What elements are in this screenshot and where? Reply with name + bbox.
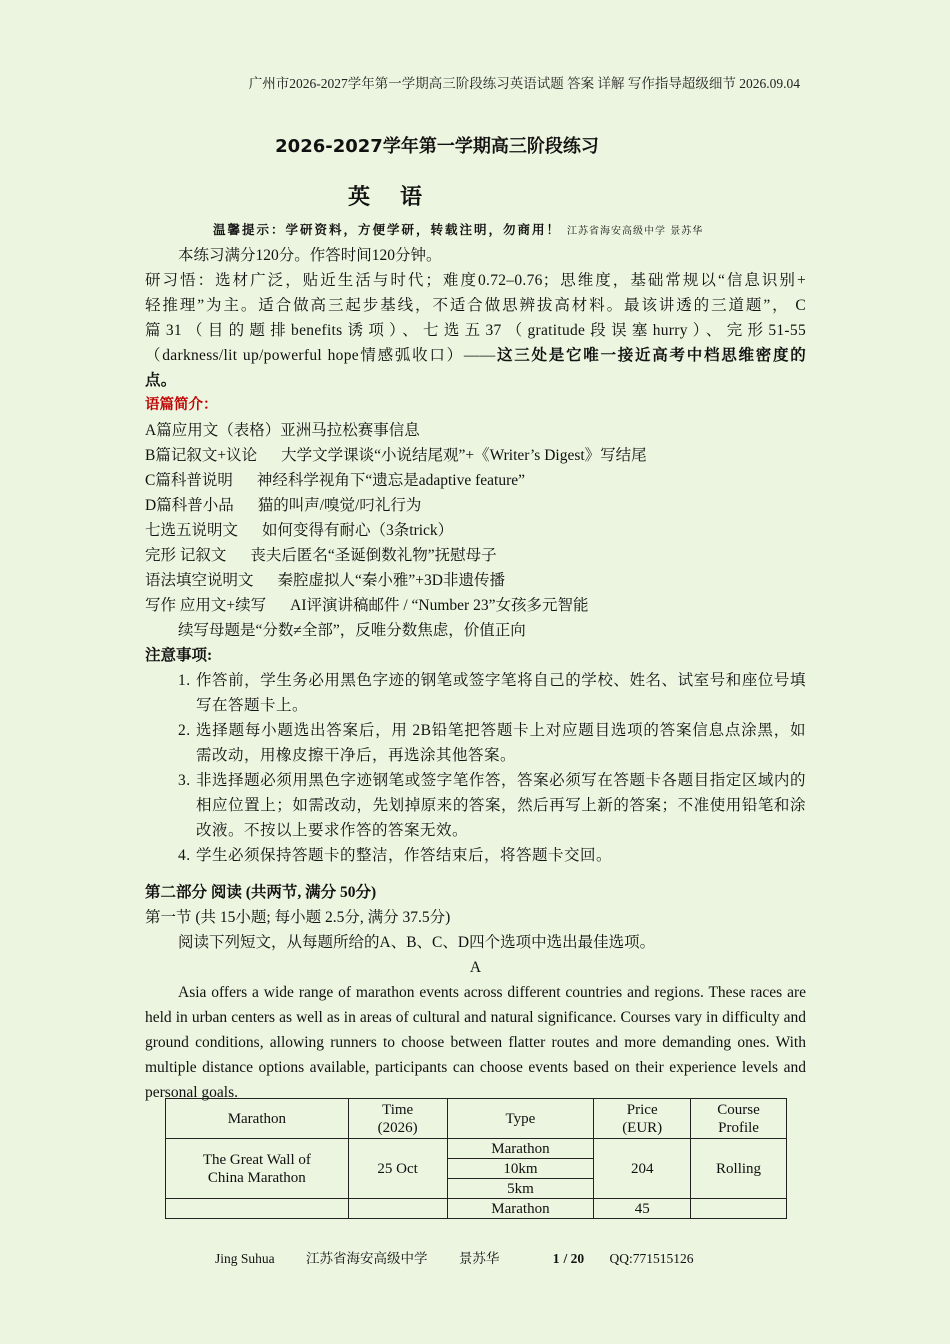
passage-label: C篇科普说明 (145, 472, 233, 489)
passage-desc: AI评演讲稿邮件 / “Number 23”女孩多元智能 (290, 597, 589, 614)
header-profile: Course Profile (691, 1099, 787, 1139)
table-header-row (166, 1099, 787, 1139)
passage-label: 完形 记叙文 (145, 547, 227, 564)
research-normal-text: （darkness/lit up/powerful hope情感弧收口）—— (145, 347, 496, 364)
intro-line: 本练习满分120分。作答时间120分钟。 (178, 247, 442, 264)
passage-label: D篇科普小品 (145, 497, 234, 514)
passage-item (145, 468, 806, 493)
cell-time: 25 Oct (348, 1139, 447, 1199)
header-type: Type (447, 1099, 594, 1139)
cell-price: 45 (594, 1199, 691, 1219)
note-number: 4. (178, 847, 191, 864)
research-paragraph (145, 268, 806, 393)
note-number: 1. (178, 672, 191, 689)
note-item (178, 843, 806, 868)
passage-desc: 猫的叫声/嗅觉/叼礼行为 (257, 497, 422, 514)
passage-item (145, 518, 806, 543)
passage-item (145, 418, 806, 443)
footer-name: 景苏华 (458, 1251, 500, 1266)
note-text: 作答前，学生务必用黑色字迹的钢笔或签字笔将自己的学校、姓名、试室号和座位号填写在答题卡上。 (196, 672, 806, 714)
passage-item (145, 443, 806, 468)
passage-desc: 大学文学课谈“小说结尾观”+《Writer’s Digest》写结尾 (281, 447, 647, 464)
passage-label: 语法填空说明文 (145, 572, 254, 589)
cell-price: 204 (594, 1139, 691, 1199)
subject-title: 英语 (347, 185, 452, 210)
research-bold-text: 这三处是它唯一接近高考中档思维密度的 (495, 347, 806, 364)
passage-item (145, 568, 806, 593)
research-line-4 (145, 343, 806, 368)
research-tail: 点。 (145, 372, 177, 389)
page-title: 2026-2027学年第一学期高三阶段练习 (275, 136, 599, 157)
cell-marathon-name: The Great Wall of China Marathon (166, 1139, 349, 1199)
footer-author: Jing Suhua (215, 1251, 275, 1266)
marathon-table (165, 1098, 787, 1219)
research-line-2: 轻推理”为主。适合做高三起步基线，不适合做思辨拔高材料。最该讲透的三道题”， C (145, 297, 806, 314)
passage-item (145, 543, 806, 568)
cell-empty (691, 1199, 787, 1219)
part2-heading: 第二部分 阅读 (共两节, 满分 50分) (145, 884, 377, 901)
passage-body: Asia offers a wide range of marathon events across different countries and regions. These races are held in urban centers as well as in areas of cultural and natural significance. Courses vary in difficulty and ground conditions, allowing runners to choose between flatter routes and more demanding ones. With multiple distance options available, participants can choose events based on their experience levels and personal goals. (145, 984, 806, 1101)
header-time: Time (2026) (348, 1099, 447, 1139)
notes-heading: 注意事项: (145, 647, 213, 664)
table-row (166, 1139, 787, 1159)
passage-desc: 如何变得有耐心（3条trick） (262, 522, 454, 539)
note-item (178, 768, 806, 843)
table-row (166, 1199, 787, 1219)
passage-label: 写作 应用文+续写 (145, 597, 267, 614)
passage-label: B篇记叙文+议论 (145, 447, 258, 464)
header-marathon: Marathon (166, 1099, 349, 1139)
passage-item (145, 493, 806, 518)
footer-qq: QQ:771515126 (609, 1251, 694, 1266)
cell-empty (348, 1199, 447, 1219)
footer-page-number: 1 (552, 1251, 560, 1266)
footer-school: 江苏省海安高级中学 (306, 1251, 428, 1266)
cell-type: Marathon (447, 1139, 594, 1159)
cell-type: 5km (447, 1179, 594, 1199)
passage-desc: 丧夫后匿名“圣诞倒数礼物”抚慰母子 (250, 547, 497, 564)
research-line-1: 研习悟：选材广泛，贴近生活与时代；难度0.72–0.76；思维度，基础常规以“信息识别+ (145, 272, 806, 289)
cell-type: Marathon (447, 1199, 594, 1219)
passage-label: 七选五说明文 (145, 522, 239, 539)
passage-label: A篇应用文（表格）亚洲马拉松赛事信息 (145, 422, 420, 439)
notes-list (145, 668, 806, 868)
note-number: 2. (178, 722, 191, 739)
cell-profile: Rolling (691, 1139, 787, 1199)
research-line-3: 篇31（目的题排benefits诱项）、七选五37（gratitude段误塞hurry）、完形51-55 (145, 322, 806, 339)
note-item (178, 668, 806, 718)
main-content (145, 243, 806, 1105)
footer-page-total: / 20 (563, 1251, 585, 1266)
tip-text: 温馨提示：学研资料，方便学研，转载注明，勿商用！ (213, 222, 562, 237)
cell-type: 10km (447, 1159, 594, 1179)
note-text: 非选择题必须用黑色字迹钢笔或签字笔作答，答案必须写在答题卡各题目指定区域内的相应位置上；如需改动，先划掉原来的答案，然后再写上新的答案；不准使用铅笔和涂改液。不按以上要求作答的答案无效。 (196, 772, 806, 839)
note-number: 3. (178, 772, 191, 789)
passage-item (145, 593, 806, 618)
section1-heading: 第一节 (共 15小题; 每小题 2.5分, 满分 37.5分) (145, 909, 451, 926)
header-price: Price (EUR) (594, 1099, 691, 1139)
passage-letter: A (469, 959, 482, 976)
passage-desc: 神经科学视角下“遗忘是adaptive feature” (256, 472, 525, 489)
passage-list (145, 418, 806, 618)
tip-author: 江苏省海安高级中学 景苏华 (567, 226, 704, 237)
passage-desc: 秦腔虚拟人“秦小雅”+3D非遗传播 (277, 572, 505, 589)
tip-line (213, 220, 703, 238)
page-footer (215, 1247, 722, 1267)
passages-heading: 语篇简介： (145, 397, 218, 413)
note-text: 选择题每小题选出答案后，用 2B铅笔把答题卡上对应题目选项的答案信息点涂黑，如需改动，用橡皮擦干净后，再选涂其他答案。 (196, 722, 806, 764)
page-header: 广州市2026-2027学年第一学期高三阶段练习英语试题 答案 详解 写作指导超级细节 2026.09.04 (248, 76, 800, 91)
note-item (178, 718, 806, 768)
theme-line: 续写母题是“分数≠全部”，反唯分数焦虑，价值正向 (178, 622, 526, 639)
note-text: 学生必须保持答题卡的整洁，作答结束后，将答题卡交回。 (196, 847, 613, 864)
cell-empty (166, 1199, 349, 1219)
instruction-line: 阅读下列短文，从每题所给的A、B、C、D四个选项中选出最佳选项。 (178, 934, 656, 951)
